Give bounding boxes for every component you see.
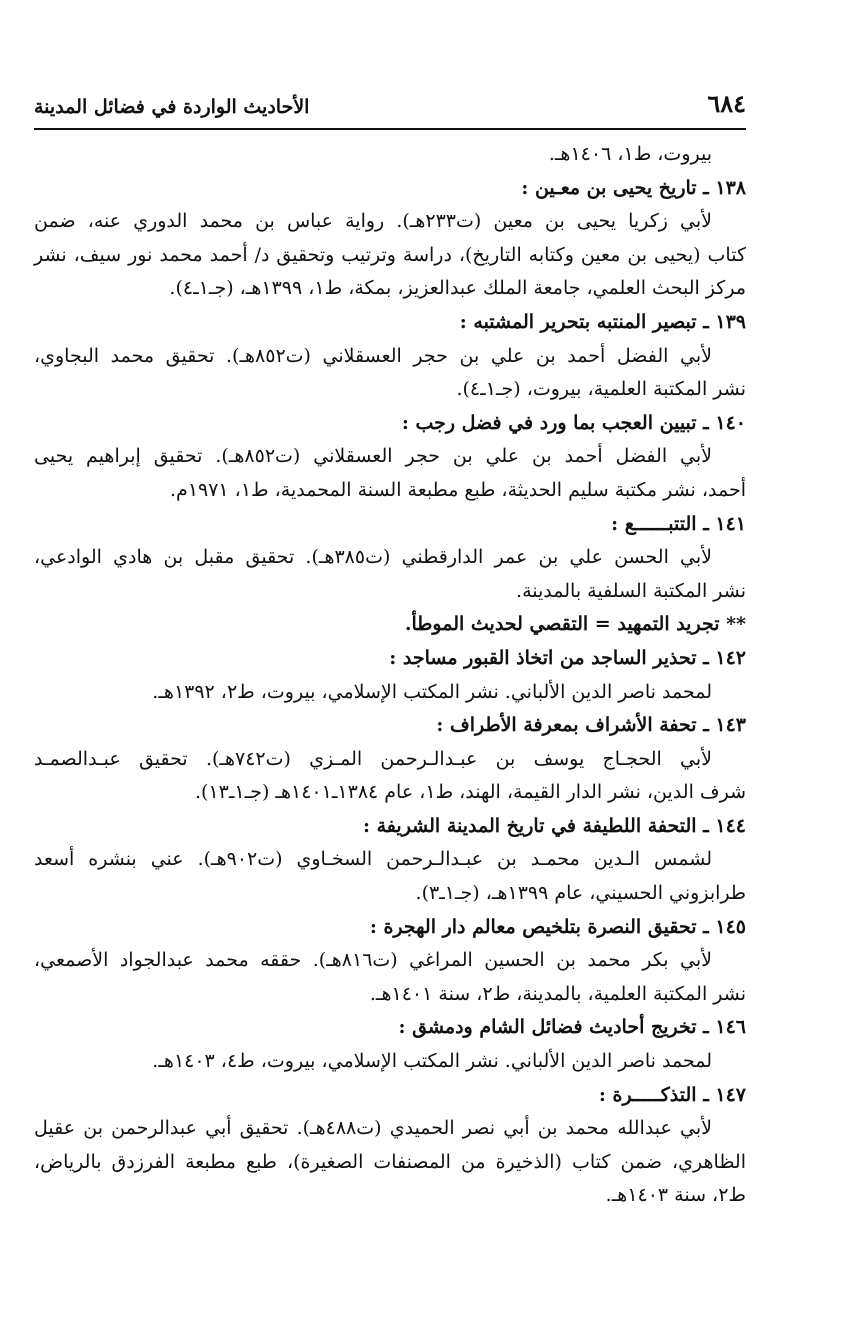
- entry-heading: ١٤٥ ـ تحقيق النصرة بتلخيص معالم دار الهجرة :: [369, 915, 746, 938]
- page-number: ٦٨٤: [707, 89, 746, 118]
- entry-text-line: ط٢، سنة ١٤٠٣هـ.: [605, 1184, 746, 1207]
- entry-heading: ١٤٤ ـ التحفة اللطيفة في تاريخ المدينة الشريفة :: [362, 814, 746, 837]
- page-header: [34, 84, 746, 118]
- entry-heading: ١٣٩ ـ تبصير المنتبه بتحرير المشتبه :: [459, 310, 746, 333]
- entry-text-line: الظاهري، ضمن كتاب (الذخيرة من المصنفات الصغيرة)، طبع مطبعة الفرزدق بالرياض،: [34, 1150, 746, 1173]
- entry-heading: ١٣٨ ـ تاريخ يحيى بن معـين :: [521, 176, 746, 199]
- entry-text-line: لشمس الـدين محمـد بن عبـدالـرحمن السخـاوي (ت٩٠٢هـ). عني بنشره أسعد: [34, 848, 712, 871]
- entry-heading: ١٤١ ـ التتبــــــع :: [611, 512, 746, 535]
- entry-text-line: نشر المكتبة العلمية، بالمدينة، ط٢، سنة ١٤٠١هـ.: [369, 982, 746, 1005]
- entry-heading: ** تجريد التمهيد = التقصي لحديث الموطأ.: [404, 613, 746, 636]
- entry-text-line: بيروت، ط١، ١٤٠٦هـ.: [548, 143, 712, 165]
- entry-text-line: لأبي الحجـاج يوسف بن عبـدالـرحمن المـزي (ت٧٤٢هـ). تحقيق عبـدالصمـد: [34, 747, 712, 770]
- entry-text-line: نشر المكتبة السلفية بالمدينة.: [516, 579, 746, 602]
- entry-text-line: لمحمد ناصر الدين الألباني. نشر المكتب الإسلامي، بيروت، ط٢، ١٣٩٢هـ.: [152, 680, 712, 703]
- entry-text-line: لأبي الفضل أحمد بن علي بن حجر العسقلاني (ت٨٥٢هـ). تحقيق محمد البجاوي،: [34, 344, 712, 367]
- entry-heading: ١٤٦ ـ تخريج أحاديث فضائل الشام ودمشق :: [398, 1016, 746, 1039]
- entry-text-line: لأبي زكريا يحيى بن معين (ت٢٣٣هـ). رواية عباس بن محمد الدوري عنه، ضمن: [34, 210, 712, 233]
- entry-text-line: طرابزوني الحسيني، عام ١٣٩٩هـ، (جـ١ـ٣).: [415, 882, 746, 905]
- entry-text-line: لأبي الفضل أحمد بن علي بن حجر العسقلاني (ت٨٥٢هـ). تحقيق إبراهيم يحيى: [34, 445, 712, 468]
- entry-text-line: مركز البحث العلمي، جامعة الملك عبدالعزيز، بمكة، ط١، ١٣٩٩هـ، (جـ١ـ٤).: [169, 277, 746, 300]
- bibliography-list: [34, 138, 746, 1213]
- entry-text-line: لأبي عبدالله محمد بن أبي نصر الحميدي (ت٤٨٨هـ). تحقيق أبي عبدالرحمن بن عقيل: [34, 1117, 712, 1140]
- running-title: الأحاديث الواردة في فضائل المدينة: [34, 96, 310, 118]
- entry-text-line: كتاب (يحيى بن معين وكتابه التاريخ)، دراسة وترتيب وتحقيق د/ أحمد محمد نور سيف، نشر: [34, 243, 746, 266]
- entry-text-line: نشر المكتبة العلمية، بيروت، (جـ١ـ٤).: [456, 378, 746, 401]
- entry-heading: ١٤٧ ـ التذكـــــرة :: [598, 1083, 746, 1106]
- entry-text-line: أحمد، نشر مكتبة سليم الحديثة، طبع مطبعة السنة المحمدية، ط١، ١٩٧١م.: [170, 478, 746, 501]
- entry-heading: ١٤٠ ـ تبيين العجب بما ورد في فضل رجب :: [401, 411, 746, 434]
- entry-text-line: لأبي بكر محمد بن الحسين المراغي (ت٨١٦هـ). حققه محمد عبدالجواد الأصمعي،: [34, 949, 712, 972]
- entry-heading: ١٤٢ ـ تحذير الساجد من اتخاذ القبور مساجد :: [389, 646, 746, 669]
- entry-text-line: لأبي الحسن علي بن عمر الدارقطني (ت٣٨٥هـ). تحقيق مقبل بن هادي الوادعي،: [34, 546, 712, 569]
- header-rule: [34, 128, 746, 130]
- entry-heading: ١٤٣ ـ تحفة الأشراف بمعرفة الأطراف :: [436, 714, 746, 737]
- entry-text-line: شرف الدين، نشر الدار القيمة، الهند، ط١، عام ١٣٨٤ـ١٤٠١هـ (جـ١ـ١٣).: [194, 781, 746, 804]
- entry-text-line: لمحمد ناصر الدين الألباني. نشر المكتب الإسلامي، بيروت، ط٤، ١٤٠٣هـ.: [152, 1050, 712, 1073]
